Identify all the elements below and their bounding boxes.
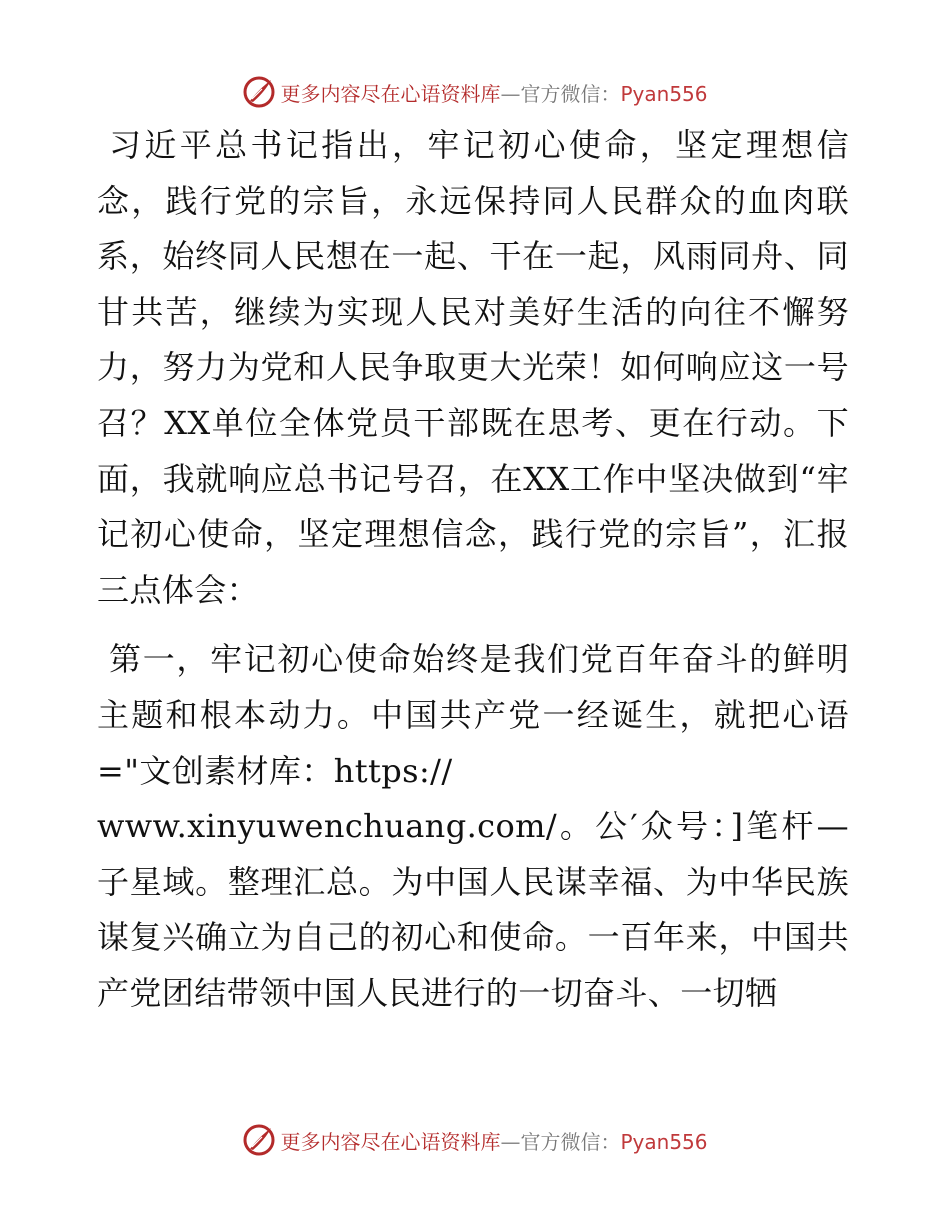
body-paragraph-2-text: 第一，牢记初心使命始终是我们党百年奋斗的鲜明主题和根本动力。中国共产党一经诞生，就把心语="文创素材库：https:// <box>97 640 849 790</box>
header-site-name: 更多内容尽在心语资料库 <box>280 81 501 106</box>
footer-separator: — <box>500 1129 521 1154</box>
feather-logo-icon <box>242 75 276 109</box>
header-banner-text <box>280 78 707 107</box>
footer-site-name: 更多内容尽在心语资料库 <box>280 1129 501 1154</box>
header-wechat-handle: Pyan556 <box>620 81 708 106</box>
footer-banner-text <box>280 1126 707 1155</box>
body-paragraph-2 <box>97 632 849 1021</box>
header-wechat-label: 官方微信： <box>520 81 621 106</box>
footer-wechat-label: 官方微信： <box>520 1129 621 1154</box>
body-paragraph-1: 习近平总书记指出，牢记初心使命，坚定理想信念，践行党的宗旨，永远保持同人民群众的血肉联系，始终同人民想在一起、干在一起，风雨同舟、同甘共苦，继续为实现人民对美好生活的向往不懈努力，努力为党和人民争取更大光荣！如何响应这一号召？XX单位全体党员干部既在思考、更在行动。下面，我就响应总书记号召，在XX工作中坚决做到“牢记初心使命，坚定理想信念，践行党的宗旨”，汇报三点体会： <box>97 126 849 609</box>
header-separator: — <box>500 81 521 106</box>
feather-logo-icon <box>242 1123 276 1157</box>
body-paragraph-2-continuation: www.xinyuwenchuang.com/。公′众号：]笔杆—子星域。整理汇总。为中国人民谋幸福、为中华民族谋复兴确立为自己的初心和使命。一百年来，中国共产党团结带领中国人民进行的一切奋斗、一切牺 <box>97 807 849 1012</box>
footer-wechat-handle: Pyan556 <box>620 1129 708 1154</box>
footer-banner <box>0 1120 950 1160</box>
document-body <box>97 118 849 1022</box>
header-banner <box>0 72 950 112</box>
